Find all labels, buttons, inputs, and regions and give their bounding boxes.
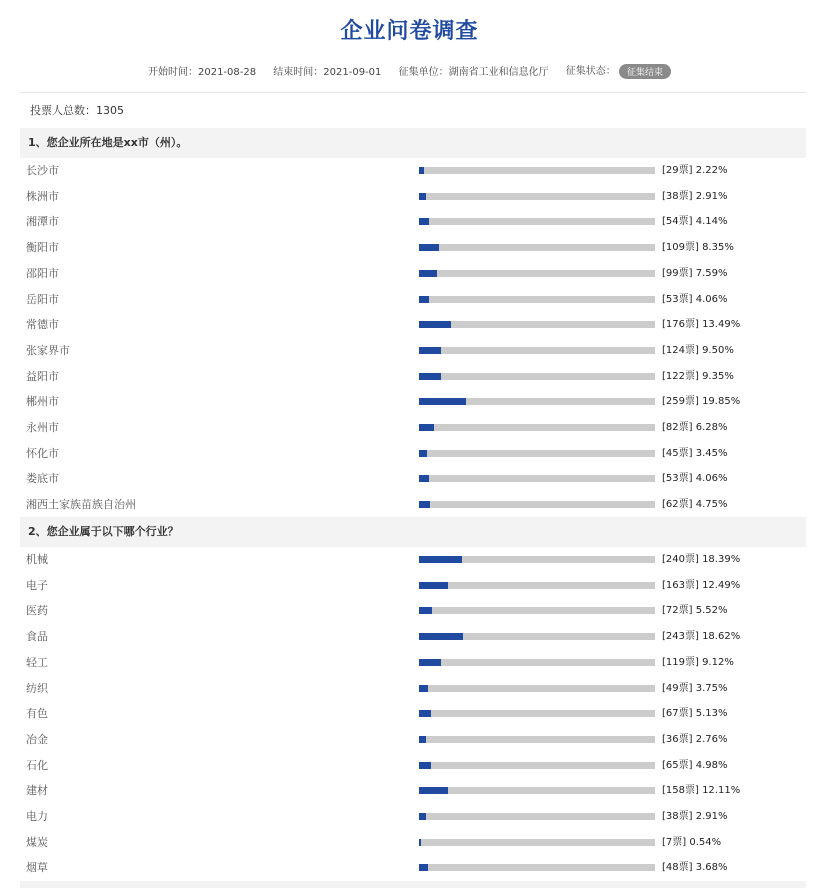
- progress-bar: [419, 710, 655, 717]
- option-row: [20, 727, 806, 752]
- progress-fill: [419, 347, 441, 354]
- end-time: 结束时间：2021-09-01: [273, 66, 382, 78]
- progress-fill: [419, 475, 429, 482]
- vote-result: [243票] 18.62%: [662, 631, 741, 643]
- progress-fill: [419, 864, 428, 871]
- progress-fill: [419, 244, 439, 251]
- vote-result: [163票] 12.49%: [662, 579, 741, 591]
- progress-bar: [419, 813, 655, 820]
- option-label: 益阳市: [26, 369, 59, 383]
- option-row: [20, 235, 806, 260]
- option-row: [20, 753, 806, 778]
- progress-fill: [419, 501, 430, 508]
- vote-result: [53票] 4.06%: [662, 293, 728, 305]
- option-row: [20, 804, 806, 829]
- progress-fill: [419, 762, 431, 769]
- progress-bar: [419, 218, 655, 225]
- option-label: 长沙市: [26, 164, 59, 177]
- option-label: 轻工: [26, 655, 48, 669]
- option-row: [20, 158, 806, 183]
- progress-fill: [419, 736, 426, 743]
- status-badge: 征集结束: [619, 64, 671, 79]
- option-label: 石化: [26, 758, 48, 772]
- progress-bar: [419, 864, 655, 871]
- page-title: 企业问卷调查: [340, 19, 479, 44]
- vote-result: [240票] 18.39%: [662, 554, 741, 565]
- progress-bar: [419, 501, 655, 508]
- progress-fill: [419, 839, 421, 846]
- progress-fill: [419, 710, 431, 717]
- vote-result: [45票] 3.45%: [662, 447, 728, 459]
- option-label: 电力: [26, 810, 48, 823]
- option-label: 纺织: [26, 681, 48, 695]
- progress-bar: [419, 582, 655, 589]
- progress-fill: [419, 813, 426, 820]
- vote-result: [65票] 4.98%: [662, 759, 728, 771]
- vote-result: [53票] 4.06%: [662, 473, 728, 485]
- option-row: [20, 441, 806, 466]
- progress-bar: [419, 450, 655, 457]
- vote-result: [176票] 13.49%: [662, 319, 741, 331]
- vote-result: [38票] 2.91%: [662, 811, 728, 822]
- vote-result: [36票] 2.76%: [662, 733, 728, 745]
- progress-bar: [419, 633, 655, 640]
- progress-bar: [419, 839, 655, 846]
- vote-result: [109票] 8.35%: [662, 242, 734, 254]
- option-label: 张家界市: [26, 343, 70, 357]
- option-row: [20, 389, 806, 414]
- next-question-header: [20, 881, 806, 888]
- progress-bar: [419, 167, 655, 174]
- progress-bar: [419, 556, 655, 563]
- progress-fill: [419, 398, 466, 405]
- progress-bar: [419, 659, 655, 666]
- option-row: [20, 312, 806, 337]
- option-row: [20, 624, 806, 649]
- vote-result: [7票] 0.54%: [662, 836, 722, 848]
- option-row: [20, 701, 806, 726]
- progress-fill: [419, 659, 441, 666]
- option-label: 食品: [26, 630, 48, 644]
- vote-result: [158票] 12.11%: [662, 785, 741, 797]
- option-label: 烟草: [26, 861, 48, 875]
- progress-bar: [419, 244, 655, 251]
- progress-fill: [419, 296, 429, 303]
- option-label: 常德市: [26, 318, 59, 332]
- option-label: 机械: [26, 553, 48, 566]
- option-row: [20, 598, 806, 623]
- collecting-unit: 征集单位：湖南省工业和信息化厅: [398, 66, 549, 78]
- vote-result: [259票] 19.85%: [662, 396, 741, 408]
- survey-meta: [0, 62, 819, 79]
- option-row: [20, 650, 806, 675]
- option-label: 衡阳市: [26, 241, 59, 255]
- option-label: 煤炭: [26, 835, 48, 849]
- progress-bar: [419, 787, 655, 794]
- progress-fill: [419, 321, 451, 328]
- vote-result: [62票] 4.75%: [662, 499, 728, 511]
- progress-bar: [419, 398, 655, 405]
- option-label: 电子: [26, 578, 48, 592]
- progress-fill: [419, 607, 432, 614]
- option-label: 岳阳市: [26, 292, 59, 306]
- option-row: [20, 547, 806, 572]
- total-voters: 投票人总数：1305: [30, 104, 124, 117]
- progress-bar: [419, 424, 655, 431]
- option-row: [20, 492, 806, 517]
- option-row: [20, 261, 806, 286]
- progress-fill: [419, 633, 463, 640]
- option-label: 怀化市: [26, 446, 59, 460]
- question-title: 2、您企业属于以下哪个行业？: [20, 517, 806, 547]
- progress-fill: [419, 373, 441, 380]
- vote-result: [49票] 3.75%: [662, 682, 728, 694]
- option-row: [20, 287, 806, 312]
- progress-fill: [419, 193, 426, 200]
- progress-fill: [419, 556, 462, 563]
- option-row: [20, 364, 806, 389]
- progress-bar: [419, 685, 655, 692]
- option-row: [20, 338, 806, 363]
- progress-bar: [419, 296, 655, 303]
- progress-bar: [419, 193, 655, 200]
- progress-bar: [419, 347, 655, 354]
- option-row: [20, 778, 806, 803]
- option-row: [20, 855, 806, 880]
- option-label: 建材: [26, 784, 48, 798]
- vote-result: [124票] 9.50%: [662, 344, 734, 356]
- progress-fill: [419, 424, 434, 431]
- question-title: 1、您企业所在地是xx市（州）。: [20, 128, 806, 158]
- option-label: 冶金: [26, 732, 48, 746]
- status-label: 征集状态：: [565, 66, 616, 77]
- progress-bar: [419, 321, 655, 328]
- start-time: 开始时间：2021-08-28: [147, 66, 257, 78]
- option-label: 湘西土家族苗族自治州: [26, 498, 136, 512]
- option-row: [20, 676, 806, 701]
- vote-result: [82票] 6.28%: [662, 422, 728, 433]
- option-label: 株洲市: [26, 189, 59, 203]
- option-row: [20, 209, 806, 234]
- vote-result: [29票] 2.22%: [662, 165, 728, 176]
- progress-fill: [419, 582, 448, 589]
- option-row: [20, 415, 806, 440]
- progress-bar: [419, 373, 655, 380]
- vote-result: [54票] 4.14%: [662, 216, 728, 228]
- option-label: 郴州市: [26, 395, 59, 409]
- option-row: [20, 466, 806, 491]
- progress-bar: [419, 762, 655, 769]
- option-label: 永州市: [26, 421, 59, 434]
- progress-bar: [419, 270, 655, 277]
- vote-result: [119票] 9.12%: [662, 656, 734, 668]
- progress-fill: [419, 685, 428, 692]
- progress-fill: [419, 787, 448, 794]
- option-label: 邵阳市: [26, 266, 59, 280]
- option-row: [20, 573, 806, 598]
- vote-result: [48票] 3.68%: [662, 862, 728, 874]
- vote-result: [67票] 5.13%: [662, 708, 728, 720]
- divider: [20, 92, 806, 93]
- progress-bar: [419, 607, 655, 614]
- option-label: 娄底市: [26, 472, 59, 486]
- vote-result: [122票] 9.35%: [662, 370, 734, 382]
- option-label: 湘潭市: [26, 215, 59, 229]
- progress-fill: [419, 270, 437, 277]
- progress-fill: [419, 167, 424, 174]
- option-row: [20, 830, 806, 855]
- vote-result: [99票] 7.59%: [662, 267, 728, 279]
- progress-bar: [419, 736, 655, 743]
- status-group: [566, 62, 671, 79]
- option-label: 有色: [26, 707, 48, 721]
- option-row: [20, 184, 806, 209]
- progress-bar: [419, 475, 655, 482]
- vote-result: [38票] 2.91%: [662, 190, 728, 202]
- option-label: 医药: [26, 604, 48, 618]
- progress-fill: [419, 450, 427, 457]
- progress-fill: [419, 218, 429, 225]
- vote-result: [72票] 5.52%: [662, 605, 728, 617]
